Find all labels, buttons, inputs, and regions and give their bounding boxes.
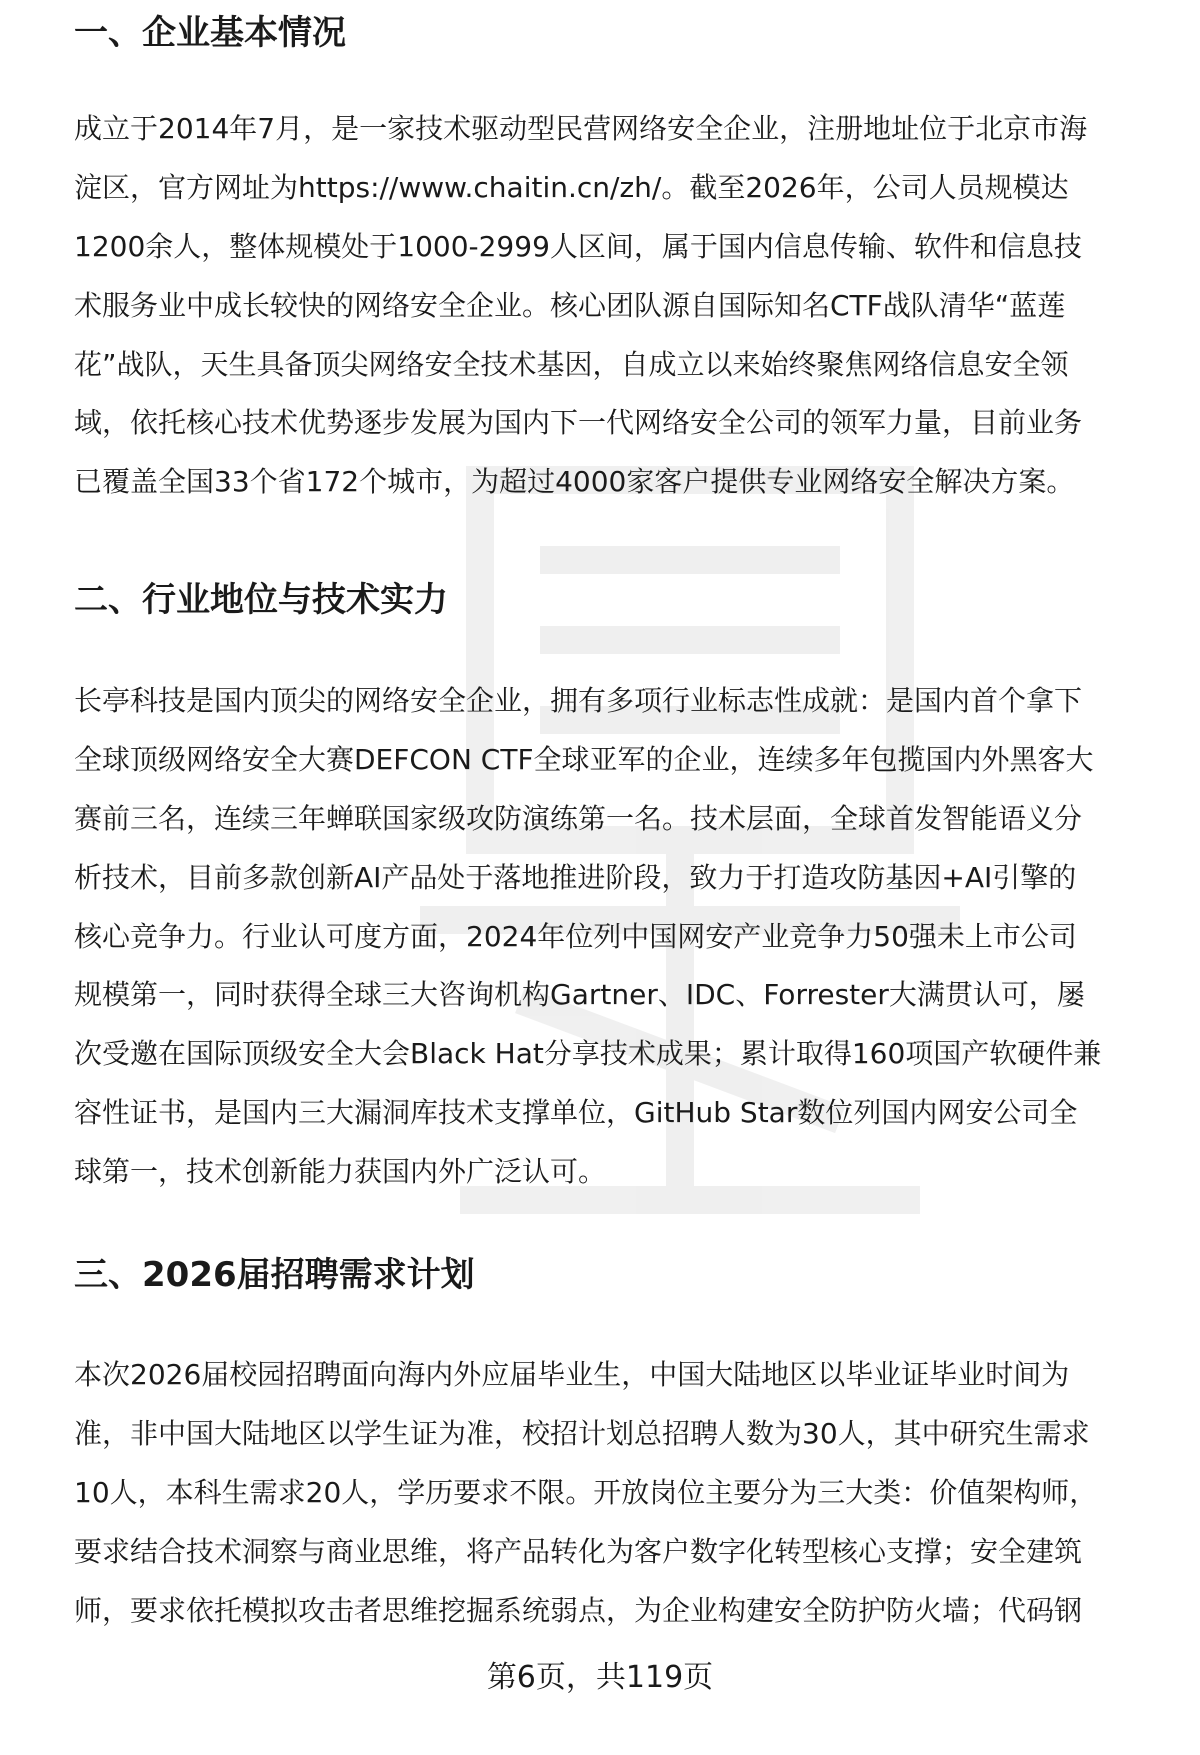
text-line: 核心竞争力。行业认可度方面，2024年位列中国网安产业竞争力50强未上市公司 — [74, 919, 1077, 953]
text-line: 规模第一，同时获得全球三大咨询机构Gartner、IDC、Forrester大满贯认可，屡 — [74, 978, 1085, 1012]
text-line: 析技术，目前多款创新AI产品处于落地推进阶段，致力于打造攻防基因+AI引擎的 — [74, 860, 1077, 894]
text-line: 10人，本科生需求20人，学历要求不限。开放岗位主要分为三大类：价值架构师， — [74, 1475, 1098, 1509]
section2-heading: 二、行业地位与技术实力 — [74, 580, 448, 620]
section3-paragraph — [74, 1346, 1154, 1640]
text-line: 球第一，技术创新能力获国内外广泛认可。 — [74, 1155, 607, 1189]
cut-off-heading: 一、企业基本情况 — [74, 13, 346, 53]
text-line: 要求结合技术洞察与商业思维，将产品转化为客户数字化转型核心支撑；安全建筑 — [74, 1534, 1083, 1568]
section2-paragraph — [74, 672, 1154, 1202]
text-line: 本次2026届校园招聘面向海内外应届毕业生，中国大陆地区以毕业证毕业时间为 — [74, 1358, 1070, 1391]
text-line: 术服务业中成长较快的网络安全企业。核心团队源自国际知名CTF战队清华“蓝莲 — [74, 288, 1066, 322]
section3-heading: 三、2026届招聘需求计划 — [74, 1255, 475, 1295]
text-line: 花”战队，天生具备顶尖网络安全技术基因，自成立以来始终聚焦网络信息安全领 — [74, 347, 1069, 381]
text-line: 赛前三名，连续三年蝉联国家级攻防演练第一名。技术层面，全球首发智能语义分 — [74, 801, 1083, 835]
text-line: 全球顶级网络安全大赛DEFCON CTF全球亚军的企业，连续多年包揽国内外黑客大 — [74, 742, 1094, 776]
section1-paragraph — [74, 100, 1154, 512]
text-line: 已覆盖全国33个省172个城市，为超过4000家客户提供专业网络安全解决方案。 — [74, 465, 1075, 499]
text-line: 次受邀在国际顶级安全大会Black Hat分享技术成果；累计取得160项国产软硬件兼 — [74, 1037, 1102, 1071]
text-line: 容性证书，是国内三大漏洞库技术支撑单位，GitHub Star数位列国内网安公司全 — [74, 1096, 1078, 1130]
text-line: 长亭科技是国内顶尖的网络安全企业，拥有多项行业标志性成就：是国内首个拿下 — [74, 684, 1083, 717]
page-number-footer: 第6页，共119页 — [486, 1660, 714, 1695]
text-line: 师，要求依托模拟攻击者思维挖掘系统弱点，为企业构建安全防护防火墙；代码钢 — [74, 1593, 1083, 1627]
text-line: 1200余人，整体规模处于1000-2999人区间，属于国内信息传输、软件和信息技 — [74, 229, 1082, 263]
text-line: 域，依托核心技术优势逐步发展为国内下一代网络安全公司的领军力量，目前业务 — [74, 406, 1083, 440]
text-line: 成立于2014年7月，是一家技术驱动型民营网络安全企业，注册地址位于北京市海 — [74, 112, 1088, 145]
text-line: 准，非中国大陆地区以学生证为准，校招计划总招聘人数为30人，其中研究生需求 — [74, 1416, 1090, 1450]
text-line: 淀区，官方网址为https://www.chaitin.cn/zh/。截至2026年，公司人员规模达 — [74, 170, 1069, 204]
